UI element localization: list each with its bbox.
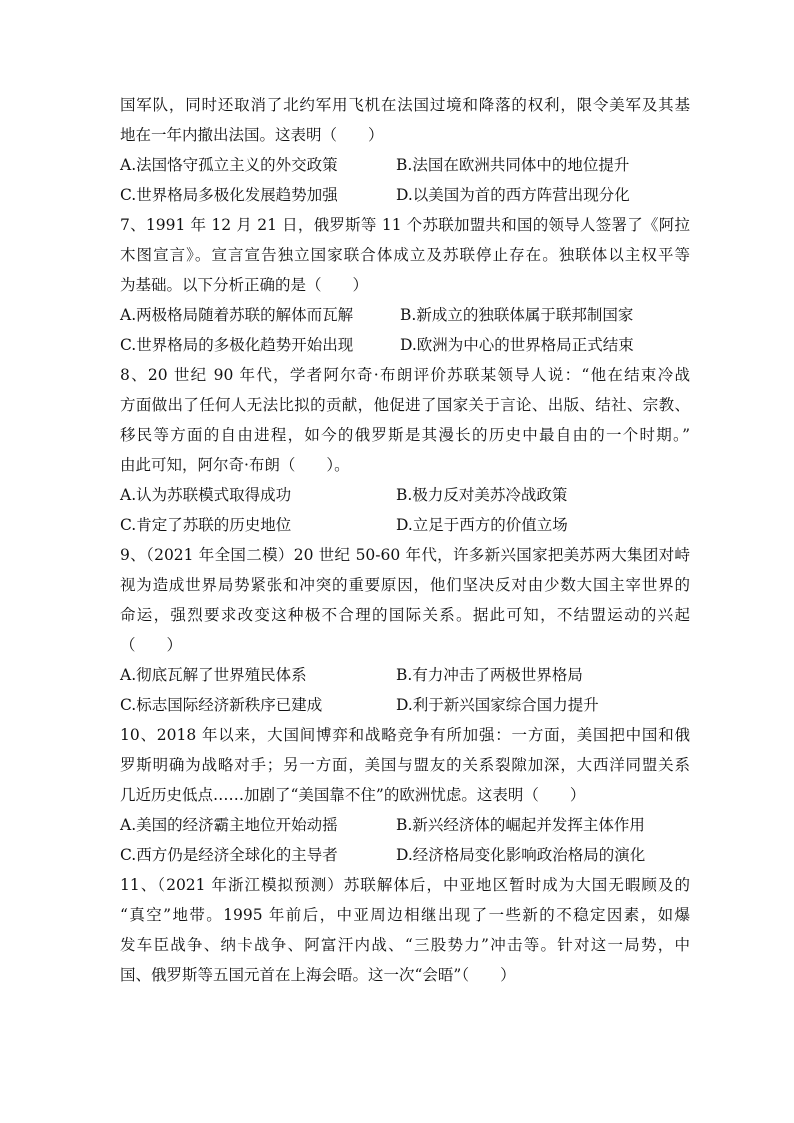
question-6-line-2: 地在一年内撤出法国。这表明（ ） <box>120 126 384 144</box>
question-7-option-c: C.世界格局的多极化趋势开始出现 <box>120 336 354 354</box>
question-9-line-1: 9、（2021 年全国二模）20 世纪 50-60 年代，许多新兴国家把美苏两大集团对峙 <box>120 546 690 564</box>
question-10-option-a: A.美国的经济霸主地位开始动摇 <box>120 816 338 834</box>
question-9-option-b: B.有力冲击了两极世界格局 <box>396 666 583 684</box>
question-7-option-a: A.两极格局随着苏联的解体而瓦解 <box>120 306 354 324</box>
question-9-line-3: 命运，强烈要求改变这种极不合理的国际关系。据此可知，不结盟运动的兴起 <box>120 606 690 624</box>
question-10-option-b: B.新兴经济体的崛起并发挥主体作用 <box>396 816 645 834</box>
question-7-line-3: 为基础。以下分析正确的是（ ） <box>120 276 369 294</box>
question-8-options-row-2 <box>120 510 690 540</box>
question-9-option-c: C.标志国际经济新秩序已建成 <box>120 696 323 714</box>
question-11 <box>120 870 794 990</box>
question-9-option-d: D.利于新兴国家综合国力提升 <box>396 696 599 714</box>
question-7-option-b: B.新成立的独联体属于联邦制国家 <box>400 306 634 324</box>
question-8-option-d: D.立足于西方的价值立场 <box>396 516 568 534</box>
question-8-line-3: 移民等方面的自由进程，如今的俄罗斯是其漫长的历史中最自由的一个时期。” <box>120 426 690 444</box>
question-8-options-row-1 <box>120 480 690 510</box>
question-10 <box>120 720 794 870</box>
question-10-option-d: D.经济格局变化影响政治格局的演化 <box>396 846 646 864</box>
question-6-option-b: B.法国在欧洲共同体中的地位提升 <box>396 156 630 174</box>
question-10-option-c: C.西方仍是经济全球化的主导者 <box>120 846 338 864</box>
question-8-line-1: 8、20 世纪 90 年代，学者阿尔奇·布朗评价苏联某领导人说：“他在结束冷战 <box>120 366 690 384</box>
question-10-line-1: 10、2018 年以来，大国间博弈和战略竞争有所加强：一方面，美国把中国和俄 <box>120 726 690 744</box>
question-8-line-2: 方面做出了任何人无法比拟的贡献，他促进了国家关于言论、出版、结社、宗教、 <box>120 396 690 414</box>
question-9-options-row-2 <box>120 690 690 720</box>
question-7-line-1: 7、1991 年 12 月 21 日，俄罗斯等 11 个苏联加盟共和国的领导人签署了《阿拉 <box>120 216 690 234</box>
question-8-line-4: 由此可知，阿尔奇·布朗（ ）。 <box>120 456 350 474</box>
question-6-options-row-2 <box>120 180 690 210</box>
question-11-line-4: 国、俄罗斯等五国元首在上海会晤。这一次“会晤”（ ） <box>120 966 516 984</box>
question-6-line-1: 国军队，同时还取消了北约军用飞机在法国过境和降落的权利，限令美军及其基 <box>120 96 690 114</box>
question-7-line-2: 木图宣言》。宣言宣告独立国家联合体成立及苏联停止存在。独联体以主权平等 <box>120 246 690 264</box>
question-10-options-row-1 <box>120 810 690 840</box>
question-10-options-row-2 <box>120 840 690 870</box>
question-8-option-a: A.认为苏联模式取得成功 <box>120 486 292 504</box>
question-6-option-c: C.世界格局多极化发展趋势加强 <box>120 186 338 204</box>
question-10-line-3: 几近历史低点……加剧了“美国靠不住”的欧洲忧虑。这表明（ ） <box>120 786 586 804</box>
question-9-line-4: （ ） <box>120 636 183 654</box>
question-9-option-a: A.彻底瓦解了世界殖民体系 <box>120 666 307 684</box>
question-8 <box>120 360 794 540</box>
question-7 <box>120 210 794 360</box>
question-9-line-2: 视为造成世界局势紧张和冲突的重要原因，他们坚决反对由少数大国主宰世界的 <box>120 576 690 594</box>
question-8-option-c: C.肯定了苏联的历史地位 <box>120 516 292 534</box>
question-8-option-b: B.极力反对美苏冷战政策 <box>396 486 568 504</box>
question-10-line-2: 罗斯明确为战略对手；另一方面，美国与盟友的关系裂隙加深，大西洋同盟关系 <box>120 756 690 774</box>
question-6-option-d: D.以美国为首的西方阵营出现分化 <box>396 186 630 204</box>
question-9 <box>120 540 794 720</box>
question-7-options-row-2 <box>120 330 690 360</box>
question-11-line-1: 11、（2021 年浙江模拟预测）苏联解体后，中亚地区暂时成为大国无暇顾及的 <box>120 876 690 894</box>
question-6-option-a: A.法国恪守孤立主义的外交政策 <box>120 156 338 174</box>
question-9-options-row-1 <box>120 660 690 690</box>
question-6-options-row-1 <box>120 150 690 180</box>
question-11-line-2: “真空”地带。1995 年前后，中亚周边相继出现了一些新的不稳定因素，如爆 <box>120 906 690 924</box>
question-7-options-row-1 <box>120 300 690 330</box>
question-11-line-3: 发车臣战争、纳卡战争、阿富汗内战、“三股势力”冲击等。针对这一局势，中 <box>120 936 690 954</box>
question-7-option-d: D.欧洲为中心的世界格局正式结束 <box>400 336 634 354</box>
question-6 <box>120 90 794 210</box>
